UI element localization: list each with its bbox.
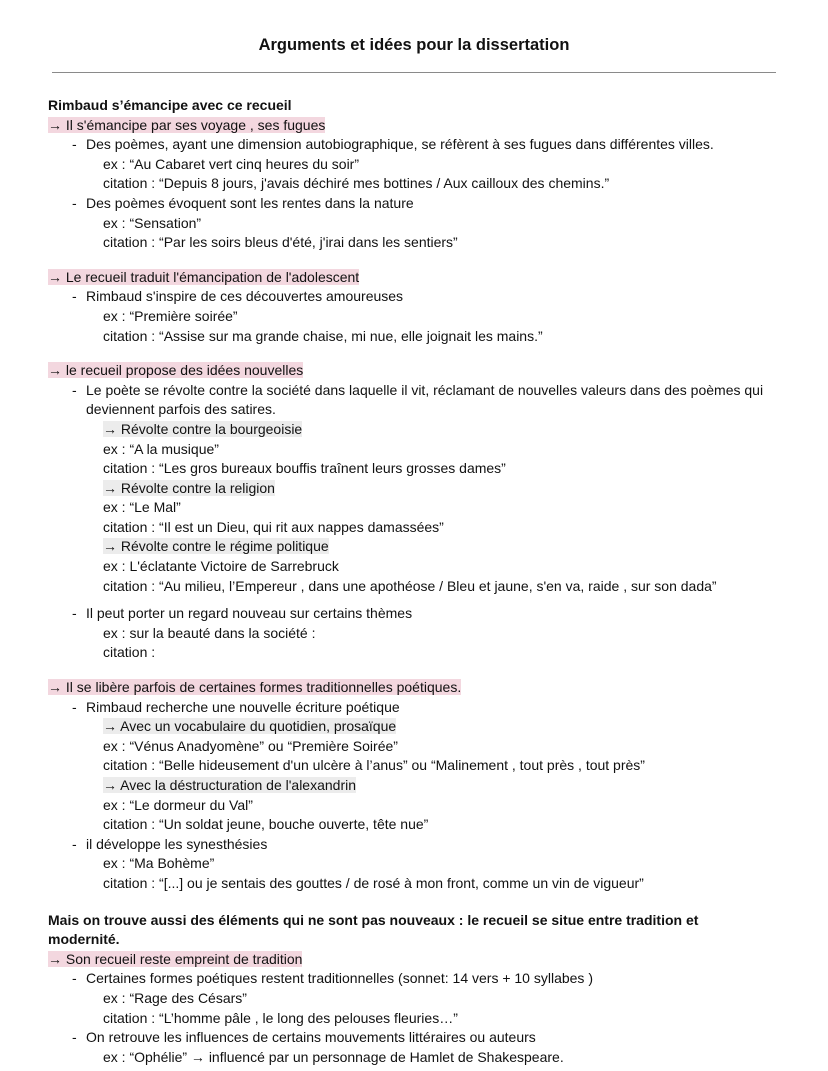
example-line: ex : “Sensation” — [103, 214, 202, 231]
highlighted-sub-argument: → Révolte contre la bourgeoisie — [103, 420, 303, 437]
title-divider — [52, 72, 776, 73]
citation-line: citation : “[...] ou je sentais des gouttes / de rosé à mon front, comme un vin de vigueur” — [103, 874, 644, 891]
example-line: ex : “Rage des Césars” — [103, 989, 247, 1006]
example-line: ex : sur la beauté dans la société : — [103, 624, 316, 641]
citation-line: citation : “L’homme pâle , le long des pelouses fleuries…” — [103, 1009, 458, 1026]
example-line: ex : L'éclatante Victoire de Sarrebruck — [103, 558, 339, 575]
highlighted-argument: → Il s'émancipe par ses voyage , ses fugues — [48, 116, 326, 133]
bullet-point: - Certaines formes poétiques restent traditionnelles (sonnet: 14 vers + 10 syllabes ) — [48, 969, 788, 989]
highlighted-argument: → Le recueil traduit l'émancipation de l'adolescent — [48, 268, 360, 285]
bullet-point: - Des poèmes, ayant une dimension autobiographique, se réfèrent à ses fugues dans différentes villes. — [48, 135, 788, 155]
bullet-point: - Rimbaud recherche une nouvelle écriture poétique — [48, 698, 788, 718]
argument-line — [48, 268, 788, 288]
section-heading-continued: modernité. — [48, 931, 120, 948]
highlighted-argument: → Son recueil reste empreint de tradition — [48, 950, 303, 967]
document-body — [48, 96, 788, 1067]
sub-argument-line — [48, 420, 788, 440]
highlighted-argument: → le recueil propose des idées nouvelles — [48, 362, 304, 379]
bullet-point: - On retrouve les influences de certains mouvements littéraires ou auteurs — [48, 1028, 788, 1048]
example-line: ex : “Au Cabaret vert cinq heures du soir” — [103, 155, 360, 172]
citation-line: citation : “Assise sur ma grande chaise, mi nue, elle joignait les mains.” — [103, 327, 543, 344]
citation-line: citation : “Les gros bureaux bouffis traînent leurs grosses dames” — [103, 460, 506, 477]
argument-line — [48, 950, 788, 970]
citation-line: citation : “Il est un Dieu, qui rit aux nappes damassées” — [103, 518, 444, 535]
citation-line: citation : — [103, 644, 156, 661]
bullet-point: - Des poèmes évoquent sont les rentes dans la nature — [48, 194, 788, 214]
section-heading: Rimbaud s’émancipe avec ce recueil — [48, 97, 292, 113]
highlighted-sub-argument: → Révolte contre le régime politique — [103, 538, 329, 555]
example-line: ex : “Vénus Anadyomène” ou “Première Soirée” — [103, 737, 398, 754]
example-line: ex : “Le Mal” — [103, 499, 181, 516]
highlighted-argument: → Il se libère parfois de certaines formes traditionnelles poétiques. — [48, 679, 462, 696]
citation-line: citation : “Un soldat jeune, bouche ouverte, tête nue” — [103, 816, 429, 833]
section-heading: Mais on trouve aussi des éléments qui ne sont pas nouveaux : le recueil se situe entre tradition et — [48, 911, 699, 928]
sub-argument-line — [48, 537, 788, 557]
highlighted-sub-argument: → Révolte contre la religion — [103, 479, 275, 496]
bullet-point: - Il peut porter un regard nouveau sur certains thèmes — [48, 604, 788, 624]
argument-line — [48, 116, 788, 136]
sub-argument-line — [48, 717, 788, 737]
example-line: ex : “Première soirée” — [103, 307, 238, 324]
example-line: ex : “Ma Bohème” — [103, 855, 215, 872]
sub-argument-line — [48, 776, 788, 796]
citation-line: citation : “Belle hideusement d'un ulcère à l’anus” ou “Malinement , tout près , tout près” — [103, 757, 645, 774]
highlighted-sub-argument: → Avec la déstructuration de l'alexandrin — [103, 777, 357, 793]
highlighted-sub-argument: → Avec un vocabulaire du quotidien, prosaïque — [103, 718, 397, 735]
argument-line — [48, 361, 788, 381]
sub-argument-line — [48, 479, 788, 499]
document-title: Arguments et idées pour la dissertation — [258, 36, 570, 54]
citation-line: citation : “Depuis 8 jours, j'avais déchiré mes bottines / Aux cailloux des chemins.” — [103, 175, 610, 192]
bullet-point: - Le poète se révolte contre la société dans laquelle il vit, réclamant de nouvelles valeurs dans des poèmes qui deviennent parfois des satires. — [48, 381, 788, 420]
example-line: ex : “Ophélie” → influencé par un personnage de Hamlet de Shakespeare. — [103, 1048, 564, 1065]
citation-line: citation : “Au milieu, l’Empereur , dans une apothéose / Bleu et jaune, s'en va, raide , sur son dada” — [103, 577, 717, 594]
citation-line: citation : “Par les soirs bleus d'été, j'irai dans les sentiers” — [103, 234, 458, 251]
example-line: ex : “A la musique” — [103, 440, 219, 457]
bullet-point: - Rimbaud s'inspire de ces découvertes amoureuses — [48, 287, 788, 307]
example-line: ex : “Le dormeur du Val” — [103, 796, 253, 813]
bullet-point: - il développe les synesthésies — [48, 835, 788, 855]
argument-line — [48, 678, 788, 698]
